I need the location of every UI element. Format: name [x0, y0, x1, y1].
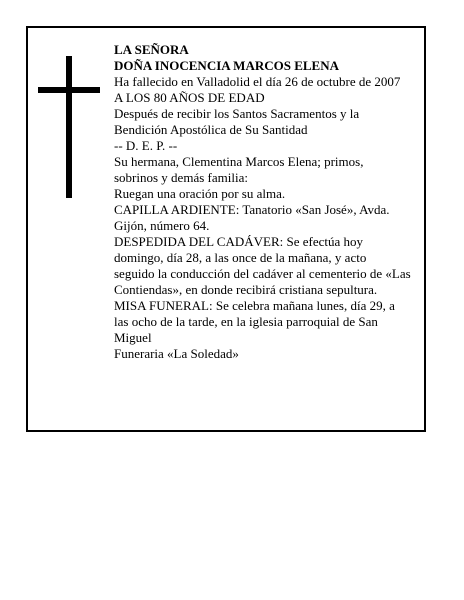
sacraments-line-2: Bendición Apostólica de Su Santidad	[114, 122, 308, 137]
family-line-1: Su hermana, Clementina Marcos Elena; primos,	[114, 154, 364, 169]
cross-horizontal-bar	[38, 87, 100, 93]
death-line: Ha fallecido en Valladolid el día 26 de octubre de 2007	[114, 74, 401, 89]
sacraments-line-1: Después de recibir los Santos Sacramentos y la	[114, 106, 360, 121]
notice-text	[114, 42, 426, 362]
chapel-line-1: CAPILLA ARDIENTE: Tanatorio «San José», Avda.	[114, 202, 390, 217]
notice-title: LA SEÑORA	[114, 42, 189, 57]
age-line: A LOS 80 AÑOS DE EDAD	[114, 90, 265, 105]
dep-line: -- D. E. P. --	[114, 138, 178, 153]
farewell-line-4: Contiendas», en donde recibirá cristiana sepultura.	[114, 282, 378, 297]
farewell-line-1: DESPEDIDA DEL CADÁVER: Se efectúa hoy	[114, 234, 364, 249]
mass-line-1: MISA FUNERAL: Se celebra mañana lunes, día 29, a	[114, 298, 395, 313]
farewell-line-3: seguido la conducción del cadáver al cementerio de «Las	[114, 266, 411, 281]
obituary-notice	[26, 26, 426, 432]
prayer-line: Ruegan una oración por su alma.	[114, 186, 286, 201]
cross-icon	[38, 56, 100, 198]
funeral-home-line: Funeraria «La Soledad»	[114, 346, 239, 361]
chapel-line-2: Gijón, número 64.	[114, 218, 210, 233]
mass-line-2: las ocho de la tarde, en la iglesia parroquial de San	[114, 314, 378, 329]
cross-vertical-bar	[66, 56, 72, 198]
mass-line-3: Miguel	[114, 330, 152, 345]
deceased-name: DOÑA INOCENCIA MARCOS ELENA	[114, 58, 339, 73]
family-line-2: sobrinos y demás familia:	[114, 170, 248, 185]
farewell-line-2: domingo, día 28, a las once de la mañana, y acto	[114, 250, 367, 265]
